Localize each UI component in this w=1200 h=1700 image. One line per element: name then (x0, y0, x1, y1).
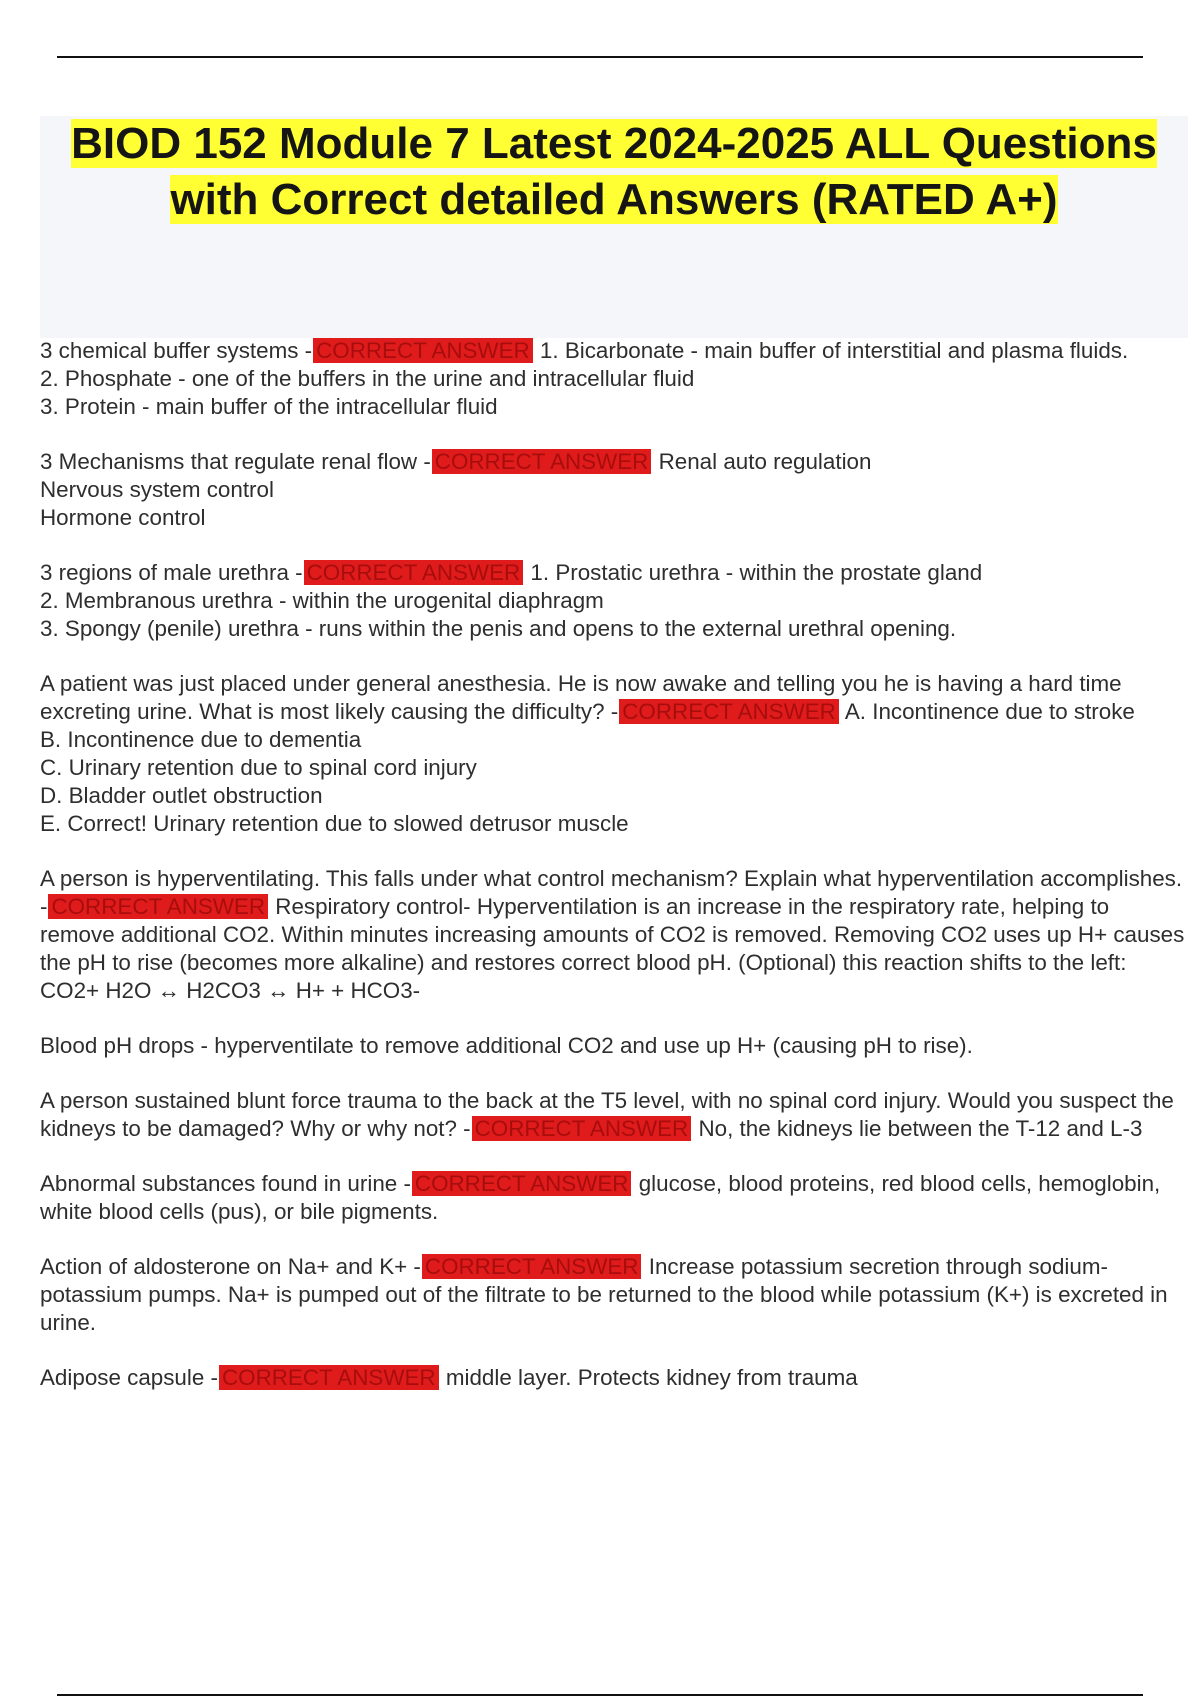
entry-first-line (40, 1087, 1188, 1143)
correct-answer-tag: CORRECT ANSWER (412, 1171, 632, 1196)
answer-line: C. Urinary retention due to spinal cord injury (40, 755, 477, 780)
entry-first-line (40, 1364, 1188, 1392)
correct-answer-tag: CORRECT ANSWER (422, 1254, 642, 1279)
entry-first-line (40, 670, 1188, 726)
answer-line: 2. Membranous urethra - within the urogenital diaphragm (40, 588, 604, 613)
answer-text: Renal auto regulation (658, 449, 872, 474)
qa-entry (40, 1253, 1188, 1337)
answer-text: Increase potassium secretion through sodium-potassium pumps. Na+ is pumped out of the filtrate to be returned to the blood while potassium (K+) is excreted in urine. (40, 1254, 1168, 1335)
correct-answer-tag: CORRECT ANSWER (48, 894, 268, 919)
qa-entry (40, 1032, 1188, 1060)
answer-line: D. Bladder outlet obstruction (40, 783, 323, 808)
entry-first-line (40, 337, 1188, 365)
entry-first-line (40, 1253, 1188, 1337)
qa-entry (40, 448, 1188, 532)
top-rule (57, 56, 1143, 58)
answer-text: Respiratory control- Hyperventilation is an increase in the respiratory rate, helping to remove additional CO2. Within minutes increasing amounts of CO2 is removed. Removing CO2 uses up H+ causes the pH to rise (becomes more alkaline) and restores correct blood pH. (Optional) this reaction shifts to the left: CO2+ H2O ↔ H2CO3 ↔ H+ + HCO3- (40, 894, 1185, 1003)
question-text: A person sustained blunt force trauma to the back at the T5 level, with no spinal cord injury. Would you suspect the kidneys to be damaged? Why or why not? - (40, 1088, 1174, 1141)
answer-line: 2. Phosphate - one of the buffers in the urine and intracellular fluid (40, 366, 695, 391)
question-text: A person is hyperventilating. This falls under what control mechanism? Explain what hyperventilation accomplishes. - (40, 866, 1183, 919)
title-highlight: BIOD 152 Module 7 Latest 2024-2025 ALL Questions with Correct detailed Answers (RATED A+) (71, 119, 1157, 224)
answer-text: glucose, blood proteins, red blood cells, hemoglobin, white blood cells (pus), or bile pigments. (40, 1171, 1161, 1224)
question-text: Action of aldosterone on Na+ and K+ - (40, 1254, 421, 1279)
question-text: Abnormal substances found in urine - (40, 1171, 411, 1196)
qa-entry (40, 670, 1188, 838)
entry-first-line (40, 559, 1188, 587)
correct-answer-tag: CORRECT ANSWER (313, 338, 533, 363)
plain-text: Blood pH drops - hyperventilate to remove additional CO2 and use up H+ (causing pH to rise). (40, 1033, 973, 1058)
title-box (40, 116, 1188, 338)
answer-text: 1. Bicarbonate - main buffer of interstitial and plasma fluids. (539, 338, 1129, 363)
question-text: 3 Mechanisms that regulate renal flow - (40, 449, 431, 474)
answer-text: middle layer. Protects kidney from trauma (445, 1365, 858, 1390)
answer-text: 1. Prostatic urethra - within the prostate gland (530, 560, 983, 585)
qa-entry (40, 1087, 1188, 1143)
correct-answer-tag: CORRECT ANSWER (472, 1116, 692, 1141)
answer-line: Hormone control (40, 505, 206, 530)
correct-answer-tag: CORRECT ANSWER (619, 699, 839, 724)
entry-first-line (40, 448, 1188, 476)
correct-answer-tag: CORRECT ANSWER (304, 560, 524, 585)
answer-text: No, the kidneys lie between the T-12 and L-3 (698, 1116, 1143, 1141)
entry-first-line (40, 1170, 1188, 1226)
answer-text: A. Incontinence due to stroke (844, 699, 1135, 724)
answer-line: E. Correct! Urinary retention due to slowed detrusor muscle (40, 811, 629, 836)
qa-entry (40, 865, 1188, 1005)
correct-answer-tag: CORRECT ANSWER (432, 449, 652, 474)
qa-list (40, 337, 1188, 1419)
qa-entry (40, 1170, 1188, 1226)
answer-line: 3. Spongy (penile) urethra - runs within the penis and opens to the external urethral opening. (40, 616, 957, 641)
entry-first-line (40, 865, 1188, 1005)
answer-line: Nervous system control (40, 477, 274, 502)
bottom-rule (57, 1694, 1143, 1696)
question-text: A patient was just placed under general anesthesia. He is now awake and telling you he is having a hard time excreting urine. What is most likely causing the difficulty? - (40, 671, 1122, 724)
question-text: Adipose capsule - (40, 1365, 218, 1390)
qa-entry (40, 1364, 1188, 1392)
qa-entry (40, 337, 1188, 421)
answer-line: B. Incontinence due to dementia (40, 727, 362, 752)
question-text: 3 regions of male urethra - (40, 560, 303, 585)
answer-line: 3. Protein - main buffer of the intracellular fluid (40, 394, 498, 419)
question-text: 3 chemical buffer systems - (40, 338, 313, 363)
qa-entry (40, 559, 1188, 643)
document-title (40, 116, 1188, 228)
correct-answer-tag: CORRECT ANSWER (219, 1365, 439, 1390)
